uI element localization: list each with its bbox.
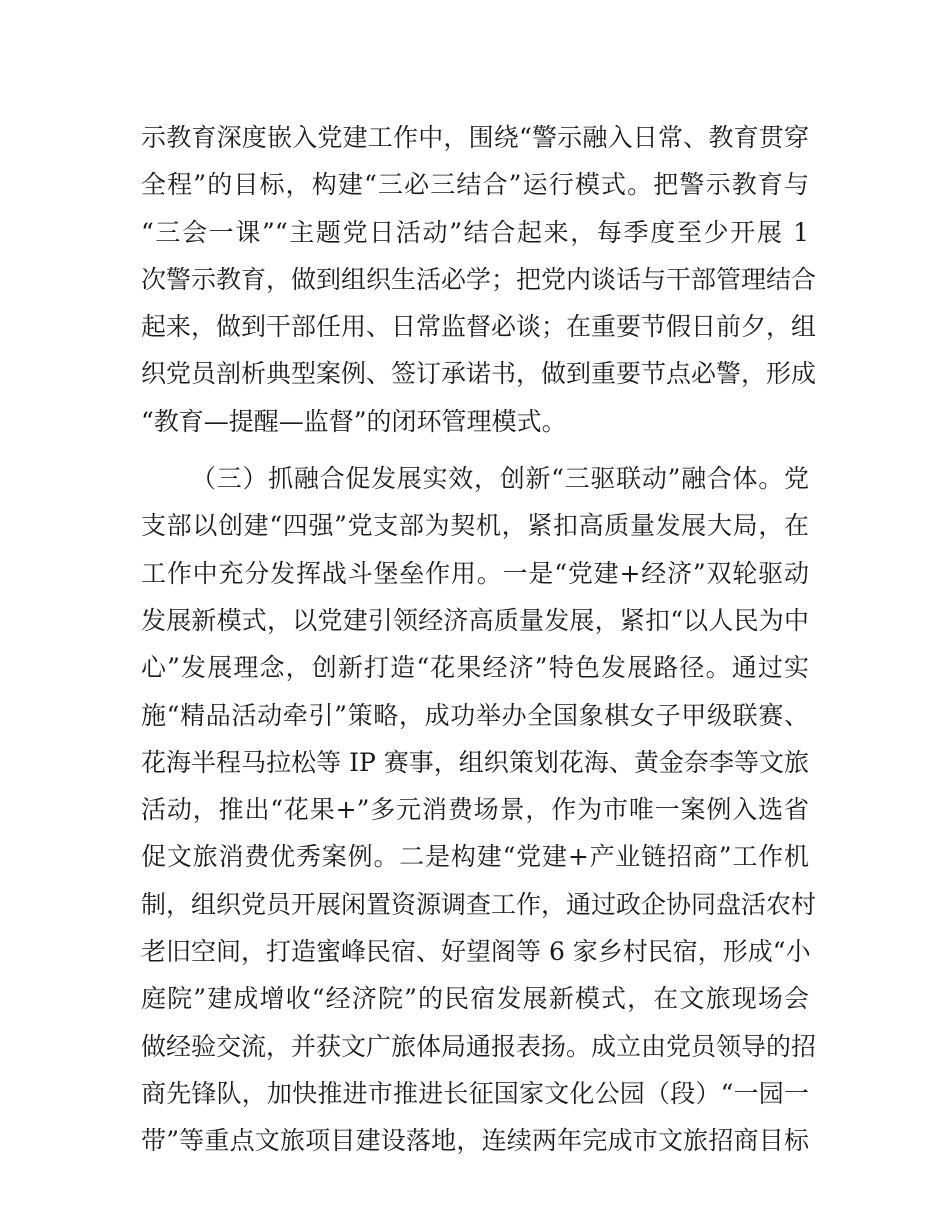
text-line: 促文旅消费优秀案例。二是构建“党建+产业链招商”工作机 (141, 842, 809, 872)
text-line: 施“精品活动牵引”策略，成功举办全国象棋女子甲级联赛、 (141, 700, 809, 730)
text-line: 老旧空间，打造蜜峰民宿、好望阁等 6 家乡村民宿，形成“小 (141, 937, 811, 967)
text-line: 商先锋队，加快推进市推进长征国家文化公园（段）“一园一 (141, 1078, 809, 1108)
text-line: 全程”的目标，构建“三必三结合”运行模式。把警示教育与 (141, 170, 809, 200)
paragraph-1 (141, 114, 817, 445)
text-line: 做经验交流，并获文广旅体局通报表扬。成立由党员领导的招 (141, 1031, 817, 1061)
text-line: 织党员剖析典型案例、签订承诺书，做到重要节点必警，形成 (141, 359, 817, 389)
text-line: 庭院”建成增收“经济院”的民宿发展新模式，在文旅现场会 (141, 984, 809, 1014)
text-line: 支部以创建“四强”党支部为契机，紧扣高质量发展大局，在 (141, 511, 809, 541)
text-line: 工作中充分发挥战斗堡垒作用。一是“党建+经济”双轮驱动 (141, 558, 809, 588)
text-line: “教育—提醒—监督”的闭环管理模式。 (141, 406, 567, 436)
text-line: 示教育深度嵌入党建工作中，围绕“警示融入日常、教育贯穿 (141, 123, 809, 152)
text-line: （三）抓融合促发展实效，创新“三驱联动”融合体。党 (191, 464, 809, 494)
paragraph-2 (141, 455, 817, 1164)
body-text (141, 114, 817, 1165)
text-line: 发展新模式，以党建引领经济高质量发展，紧扣“以人民为中 (141, 605, 809, 635)
text-line: “三会一课”“主题党日活动”结合起来，每季度至少开展 1 (141, 217, 809, 247)
text-line: 次警示教育，做到组织生活必学；把党内谈话与干部管理结合 (141, 264, 817, 294)
paragraph-gap (141, 445, 809, 455)
text-line: 花海半程马拉松等 IP 赛事，组织策划花海、黄金奈李等文旅 (141, 747, 809, 777)
text-line: 制，组织党员开展闲置资源调查工作，通过政企协同盘活农村 (141, 889, 817, 919)
text-line: 心”发展理念，创新打造“花果经济”特色发展路径。通过实 (141, 653, 809, 683)
text-line: 起来，做到干部任用、日常监督必谈；在重要节假日前夕，组 (141, 312, 817, 342)
text-line: 带”等重点文旅项目建设落地，连续两年完成市文旅招商目标 (141, 1126, 809, 1156)
text-line: 活动，推出“花果+”多元消费场景，作为市唯一案例入选省 (141, 795, 809, 825)
